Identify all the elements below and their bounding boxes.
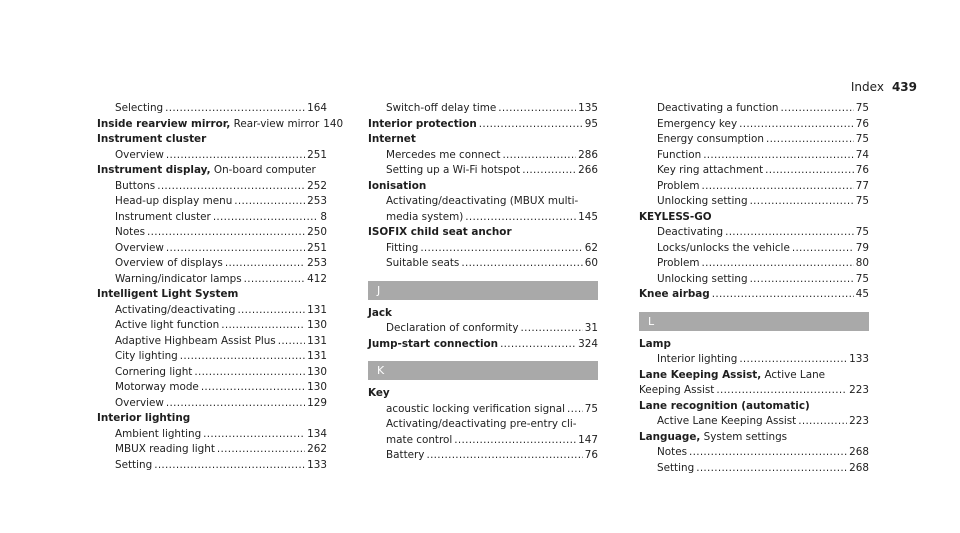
index-entry-heading [97, 132, 327, 148]
entry-title-bold: Jump-start connection [368, 337, 499, 350]
index-subentry[interactable] [97, 101, 327, 117]
index-subentry[interactable] [368, 163, 598, 179]
page-reference[interactable]: 75 [855, 133, 869, 145]
index-subentry[interactable] [639, 272, 869, 288]
page-reference[interactable]: 77 [855, 179, 869, 192]
dot-leader [147, 225, 305, 241]
entry-title: Setting [657, 461, 695, 474]
entry-title: Motorway mode [115, 381, 199, 393]
letter-section-bar: K [368, 361, 598, 380]
entry-title: Overview [115, 241, 164, 254]
entry-title [368, 117, 477, 133]
index-entry[interactable] [639, 383, 869, 399]
dot-leader [165, 101, 305, 117]
page-reference[interactable]: 147 [578, 433, 598, 446]
dot-leader [157, 179, 305, 195]
page-reference[interactable]: 8 [320, 210, 327, 223]
entry-title: Switch-off delay time [386, 102, 497, 114]
dot-leader [725, 225, 854, 241]
entry-title: Active Lane Keeping Assist [657, 415, 797, 427]
page-reference[interactable]: 76 [584, 449, 598, 461]
index-subentry[interactable] [97, 179, 327, 195]
dot-leader [461, 256, 582, 272]
page-reference[interactable]: 130 [307, 365, 327, 378]
dot-leader [225, 256, 305, 272]
dot-leader [792, 241, 854, 257]
page-reference[interactable]: 266 [578, 164, 598, 176]
index-subentry[interactable] [368, 101, 598, 117]
page-reference[interactable]: 134 [307, 427, 327, 440]
entry-title: Intelligent Light System [97, 288, 239, 300]
page-reference[interactable]: 251 [307, 241, 327, 254]
page-reference[interactable]: 130 [307, 319, 327, 331]
entry-title: Ambient lighting [115, 427, 202, 440]
entry-title: Key [368, 387, 390, 399]
entry-title [639, 287, 710, 303]
entry-title: Lane recognition (automatic) [639, 399, 810, 412]
index-column-2 [368, 101, 598, 464]
index-subentry[interactable] [97, 334, 327, 350]
entry-title: Overview [115, 396, 164, 409]
entry-title: Head-up display menu [115, 195, 233, 207]
dot-leader [701, 179, 853, 195]
page-reference[interactable]: 62 [584, 241, 598, 254]
index-entry[interactable] [368, 337, 598, 353]
page-reference[interactable]: 76 [855, 164, 869, 176]
index-subentry[interactable] [368, 256, 598, 272]
entry-title: Selecting [115, 102, 164, 114]
index-entry-heading [639, 430, 869, 446]
entry-title: Unlocking setting [657, 195, 748, 207]
dot-leader [798, 414, 847, 430]
index-entry-heading [97, 411, 327, 427]
index-subentry[interactable] [639, 241, 869, 257]
index-subentry[interactable] [97, 225, 327, 241]
dot-leader [716, 383, 847, 399]
dot-leader [234, 194, 305, 210]
entry-title: Deactivating a function [657, 102, 779, 114]
dot-leader [278, 334, 305, 350]
entry-title: Jack [368, 306, 392, 319]
dot-leader [166, 396, 305, 412]
page-reference[interactable]: 75 [584, 402, 598, 415]
letter-section-bar: L [639, 312, 869, 331]
entry-title: Key ring attachment [657, 164, 764, 176]
page-reference[interactable]: 286 [578, 148, 598, 161]
entry-title: acoustic locking verification signal [386, 402, 566, 415]
index-subentry[interactable] [97, 349, 327, 365]
page-reference[interactable]: 164 [307, 102, 327, 114]
entry-title: Instrument cluster [97, 133, 207, 145]
entry-title: Interior lighting [97, 412, 191, 424]
index-subentry[interactable] [639, 163, 869, 179]
entry-title: Setting up a Wi-Fi hotspot [386, 164, 521, 176]
entry-title: Function [657, 148, 702, 161]
dot-leader [203, 427, 305, 443]
entry-title: Cornering light [115, 365, 193, 378]
index-subentry[interactable] [97, 365, 327, 381]
dot-leader [567, 402, 583, 418]
dot-leader [244, 272, 306, 288]
index-subentry[interactable] [639, 445, 869, 461]
entry-title: Activating/deactivating [115, 303, 236, 316]
index-subentry[interactable] [639, 414, 869, 430]
dot-leader [500, 337, 576, 353]
index-entry[interactable] [97, 117, 344, 133]
index-subentry[interactable] [639, 101, 869, 117]
index-subentry[interactable] [368, 241, 598, 257]
page-reference[interactable]: 262 [307, 443, 327, 455]
dot-leader [420, 241, 582, 257]
index-entry-heading [368, 225, 598, 241]
dot-leader [166, 241, 305, 257]
index-subentry[interactable] [97, 318, 327, 334]
index-subentry[interactable] [97, 396, 327, 412]
dot-leader [213, 210, 319, 226]
index-subentry[interactable] [97, 380, 327, 396]
entry-title-bold: Interior protection [368, 117, 477, 130]
page-reference[interactable]: 60 [584, 257, 598, 269]
entry-title: Interior lighting [657, 353, 738, 365]
entry-title: ISOFIX child seat anchor [368, 226, 512, 238]
entry-title: Unlocking setting [657, 272, 748, 285]
page-header [851, 80, 917, 94]
entry-title: Ionisation [368, 179, 427, 192]
index-subentry[interactable] [639, 179, 869, 195]
entry-title: Instrument cluster [115, 210, 211, 223]
dot-leader [194, 365, 305, 381]
page-reference[interactable]: 75 [855, 195, 869, 207]
entry-title: Battery [386, 449, 425, 461]
entry-title: Notes [657, 446, 688, 458]
index-subentry[interactable] [639, 117, 869, 133]
entry-title: Buttons [115, 179, 156, 192]
index-subentry[interactable] [97, 194, 327, 210]
dot-leader [750, 272, 854, 288]
page-reference[interactable]: 223 [849, 384, 869, 396]
page-reference[interactable]: 251 [307, 148, 327, 161]
entry-title [368, 337, 498, 353]
index-subentry-text: Activating/deactivating (MBUX multi- [386, 195, 579, 207]
index-entry[interactable] [639, 287, 869, 303]
dot-leader [180, 349, 305, 365]
index-entry-heading [97, 287, 327, 303]
entry-title: MBUX reading light [115, 443, 215, 455]
dot-leader [426, 448, 582, 464]
index-entry-heading [639, 399, 869, 415]
dot-leader [479, 117, 583, 133]
index-subentry[interactable] [97, 210, 327, 226]
entry-title: mate control [386, 433, 453, 446]
dot-leader [701, 256, 853, 272]
entry-title [97, 117, 319, 133]
page-reference[interactable]: 140 [323, 117, 344, 130]
entry-title: Internet [368, 133, 416, 145]
entry-title: Suitable seats [386, 257, 460, 269]
index-entry-heading [368, 306, 598, 322]
entry-cross-reference: System settings [700, 430, 788, 443]
index-subentry-text: Activating/deactivating pre-entry cli- [386, 418, 577, 430]
entry-title: Language, [639, 430, 701, 443]
entry-title-bold: Inside rearview mirror, [97, 117, 231, 130]
entry-cross-reference: On-board computer [210, 164, 316, 176]
index-subentry[interactable] [639, 225, 869, 241]
page-reference[interactable]: 131 [307, 303, 327, 316]
index-subentry[interactable] [639, 352, 869, 368]
page-reference[interactable]: 268 [849, 461, 869, 474]
page-reference[interactable]: 252 [307, 179, 327, 192]
index-subentry[interactable] [368, 321, 598, 337]
page-reference[interactable]: 75 [855, 226, 869, 238]
entry-title: Declaration of conformity [386, 322, 519, 334]
entry-title: City lighting [115, 350, 178, 362]
entry-title: Emergency key [657, 117, 738, 130]
entry-title: Fitting [386, 241, 419, 254]
index-subentry[interactable] [639, 194, 869, 210]
dot-leader [498, 101, 576, 117]
dot-leader [712, 287, 854, 303]
index-subentry[interactable] [368, 433, 598, 449]
dot-leader [766, 132, 854, 148]
dot-leader [502, 148, 576, 164]
index-subentry[interactable] [639, 461, 869, 477]
entry-title: Lamp [639, 337, 671, 350]
page-reference[interactable]: 253 [307, 257, 327, 269]
entry-cross-reference: Rear-view mirror [230, 117, 320, 130]
entry-title: Energy consumption [657, 133, 764, 145]
index-subentry[interactable] [368, 402, 598, 418]
index-subentry[interactable] [97, 272, 327, 288]
section-label: Index [850, 80, 884, 94]
entry-title: Problem [657, 257, 700, 269]
index-subentry[interactable] [368, 148, 598, 164]
dot-leader [739, 117, 854, 133]
index-column-3 [639, 101, 869, 476]
index-subentry[interactable] [639, 256, 869, 272]
entry-title: Overview [115, 148, 164, 161]
entry-title: Instrument display, [97, 164, 211, 176]
entry-title: Adaptive Highbeam Assist Plus [115, 334, 276, 347]
index-subentry[interactable] [97, 241, 327, 257]
dot-leader [739, 352, 847, 368]
index-subentry[interactable] [368, 210, 598, 226]
index-subentry[interactable] [368, 448, 598, 464]
page-reference[interactable]: 76 [855, 117, 869, 130]
page-reference[interactable]: 129 [307, 396, 327, 409]
index-subentry[interactable] [639, 148, 869, 164]
entry-title: media system) [386, 210, 464, 223]
dot-leader [521, 321, 583, 337]
page-reference[interactable]: 253 [307, 195, 327, 207]
entry-title: Active light function [115, 319, 220, 331]
index-subentry[interactable] [639, 132, 869, 148]
dot-leader [454, 433, 576, 449]
page-reference[interactable]: 223 [849, 415, 869, 427]
entry-title: Setting [115, 458, 153, 471]
page-reference[interactable]: 74 [855, 148, 869, 161]
dot-leader [703, 148, 854, 164]
entry-title: Problem [657, 179, 700, 192]
dot-leader [765, 163, 854, 179]
index-entry-heading [368, 132, 598, 148]
dot-leader [696, 461, 847, 477]
dot-leader [465, 210, 576, 226]
index-subentry[interactable] [97, 303, 327, 319]
page-number: 439 [891, 80, 917, 94]
page-reference[interactable]: 45 [855, 288, 869, 300]
dot-leader [201, 380, 305, 396]
index-entry-heading [639, 337, 869, 353]
index-entry[interactable] [368, 117, 598, 133]
dot-leader [217, 442, 305, 458]
page-reference[interactable]: 95 [584, 117, 598, 130]
dot-leader [750, 194, 854, 210]
dot-leader [781, 101, 854, 117]
index-subentry[interactable] [97, 148, 327, 164]
index-subentry[interactable] [97, 458, 327, 474]
dot-leader [689, 445, 847, 461]
page-reference[interactable]: 250 [307, 226, 327, 238]
page-reference[interactable]: 133 [849, 353, 869, 365]
entry-title: Lane Keeping Assist, [639, 368, 762, 381]
page-reference[interactable]: 131 [307, 350, 327, 362]
entry-title-bold: Knee airbag [639, 288, 710, 300]
entry-title: Keeping Assist [639, 384, 715, 396]
page-reference[interactable]: 135 [578, 102, 598, 114]
dot-leader [522, 163, 576, 179]
index-entry-heading [97, 163, 327, 179]
page-reference[interactable]: 412 [307, 272, 327, 285]
entry-title: Locks/unlocks the vehicle [657, 241, 790, 254]
page-reference[interactable]: 80 [855, 257, 869, 269]
page-reference[interactable]: 79 [855, 241, 869, 254]
index-subentry[interactable] [97, 442, 327, 458]
index-entry-heading [368, 386, 598, 402]
entry-cross-reference: Active Lane [761, 368, 826, 381]
entry-title: KEYLESS-GO [639, 210, 712, 223]
dot-leader [237, 303, 305, 319]
page-reference[interactable]: 145 [578, 210, 598, 223]
page-reference[interactable]: 31 [584, 322, 598, 334]
dot-leader [221, 318, 305, 334]
page-reference[interactable]: 324 [578, 337, 598, 350]
entry-title: Mercedes me connect [386, 148, 501, 161]
index-entry-heading [368, 179, 598, 195]
letter-section-bar: J [368, 281, 598, 300]
page-reference[interactable]: 268 [849, 446, 869, 458]
index-subentry[interactable] [97, 256, 327, 272]
index-entry-heading [639, 210, 869, 226]
index-column-1 [97, 101, 344, 473]
index-subentry[interactable] [97, 427, 327, 443]
page-reference[interactable]: 131 [307, 334, 327, 347]
page-reference[interactable]: 75 [855, 102, 869, 114]
dot-leader [166, 148, 305, 164]
entry-title: Warning/indicator lamps [115, 272, 242, 285]
entry-title: Overview of displays [115, 257, 223, 269]
page-reference[interactable]: 130 [307, 381, 327, 393]
page-reference[interactable]: 75 [855, 272, 869, 285]
entry-title: Deactivating [657, 226, 724, 238]
page-reference[interactable]: 133 [307, 458, 327, 471]
index-entry-heading [639, 368, 869, 384]
dot-leader [154, 458, 305, 474]
entry-title: Notes [115, 226, 146, 238]
